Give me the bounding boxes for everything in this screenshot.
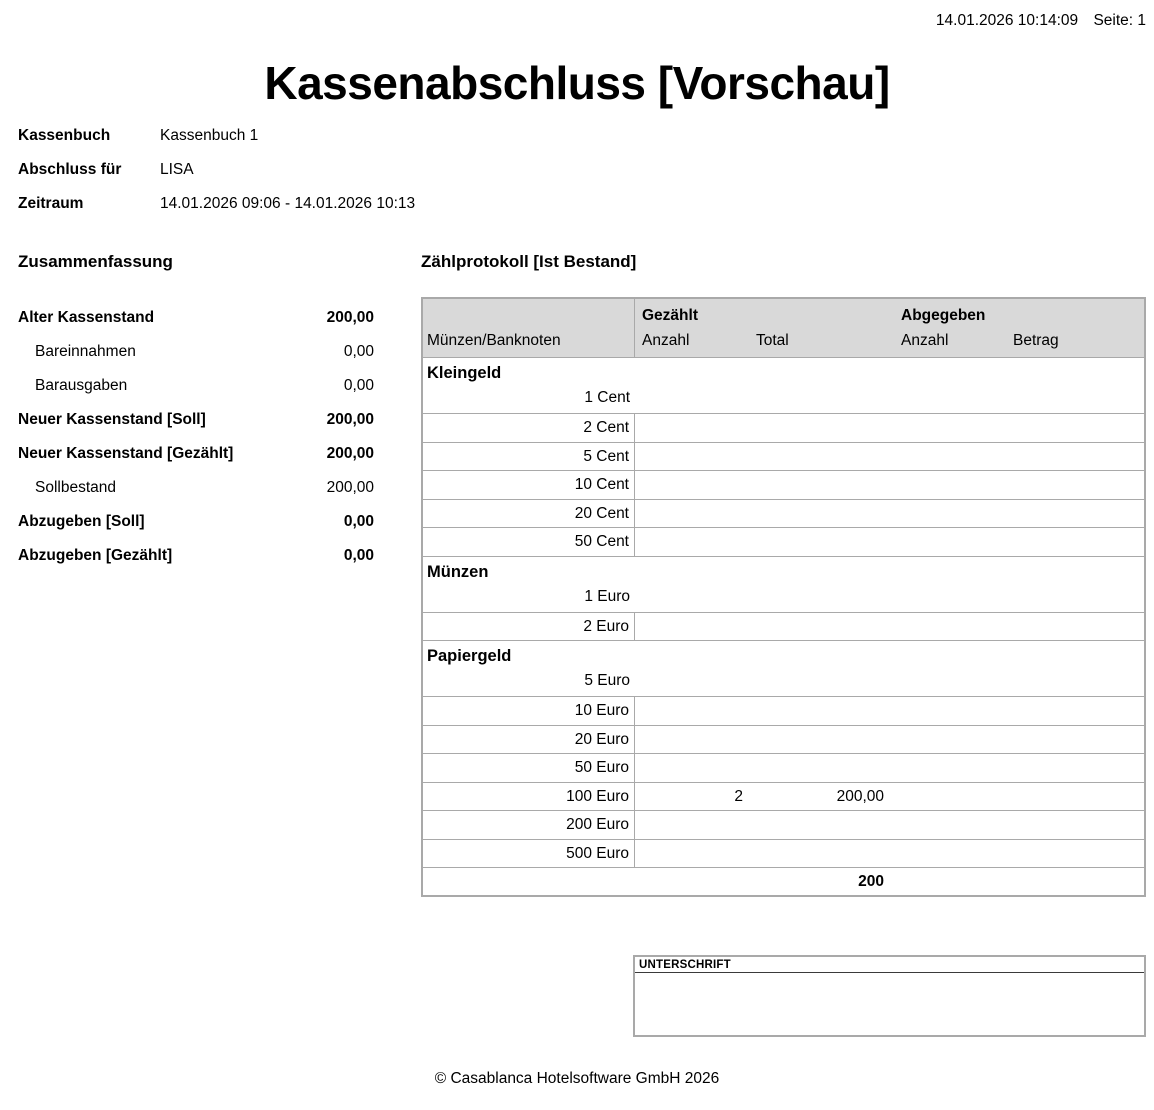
denomination-label: 50 Euro xyxy=(423,754,635,782)
page-number: Seite: 1 xyxy=(1093,12,1146,29)
counted-total-cell: 200,00 xyxy=(836,787,884,805)
given-count-cell xyxy=(890,668,1003,696)
denomination-label: 500 Euro xyxy=(423,840,635,868)
denomination-label: 2 Cent xyxy=(423,414,635,442)
table-row-10-euro xyxy=(423,697,1144,726)
counted-count-cell xyxy=(635,500,749,528)
summary-heading-wrap xyxy=(18,252,173,272)
counted-total-cell xyxy=(749,613,890,641)
given-count-cell xyxy=(890,754,1003,782)
given-amount-cell xyxy=(1003,726,1144,754)
info-row-kassenbuch xyxy=(18,119,415,153)
counted-total-cell xyxy=(749,726,890,754)
given-amount-cell xyxy=(1003,443,1144,471)
counted-total-cell xyxy=(749,811,890,839)
counted-count-cell xyxy=(635,443,749,471)
given-amount-cell xyxy=(1003,414,1144,442)
denomination-label: 200 Euro xyxy=(423,811,635,839)
counted-grand-total: 200 xyxy=(858,873,884,890)
given-count-cell xyxy=(890,471,1003,499)
given-amount-cell xyxy=(1003,471,1144,499)
column-group-gezaehlt: Gezählt xyxy=(642,307,698,324)
table-row-1-cent xyxy=(423,385,1144,413)
denomination-label: 50 Cent xyxy=(423,528,635,556)
counted-count-cell xyxy=(635,697,749,725)
counted-count-cell xyxy=(635,840,749,868)
counted-total-cell xyxy=(749,528,890,556)
report-datetime: 14.01.2026 10:14:09 xyxy=(935,12,1079,29)
table-section-kleingeld xyxy=(423,358,1144,414)
counted-total-cell xyxy=(749,471,890,499)
summary-row-abzugeben-soll xyxy=(18,505,374,539)
counted-count-cell xyxy=(635,385,749,413)
summary-row-abzugeben-gezaehlt xyxy=(18,539,374,573)
table-header-groups xyxy=(423,299,1144,329)
column-header-anzahl-given: Anzahl xyxy=(901,332,949,349)
summary-row-neuer-kassenstand-gezaehlt xyxy=(18,437,374,471)
denomination-label: 2 Euro xyxy=(423,613,635,641)
info-row-zeitraum xyxy=(18,187,415,221)
summary-row-bareinnahmen xyxy=(18,335,374,369)
summary-label: Abzugeben [Gezählt] xyxy=(18,547,173,564)
given-amount-cell xyxy=(1003,697,1144,725)
counted-total-cell xyxy=(749,584,890,612)
summary-label: Neuer Kassenstand [Soll] xyxy=(18,411,206,428)
info-label: Abschluss für xyxy=(18,161,122,178)
table-header xyxy=(423,299,1144,358)
given-count-cell xyxy=(890,726,1003,754)
given-amount-cell xyxy=(1003,500,1144,528)
info-value: 14.01.2026 09:06 - 14.01.2026 10:13 xyxy=(160,195,416,212)
summary-label: Barausgaben xyxy=(35,377,128,394)
counted-total-cell xyxy=(749,754,890,782)
denomination-label: 1 Cent xyxy=(584,389,630,406)
denomination-label: 10 Cent xyxy=(423,471,635,499)
info-value: LISA xyxy=(160,161,194,178)
summary-label: Sollbestand xyxy=(35,479,117,496)
denomination-label: 5 Euro xyxy=(584,672,630,689)
table-row-20-euro xyxy=(423,726,1144,755)
protocol-heading: Zählprotokoll [Ist Bestand] xyxy=(421,252,637,271)
counted-count-cell xyxy=(635,528,749,556)
count-protocol-table xyxy=(421,297,1146,897)
summary-row-alter-kassenstand xyxy=(18,301,374,335)
summary-label: Abzugeben [Soll] xyxy=(18,513,145,530)
counted-count-cell xyxy=(635,613,749,641)
denomination-label: 20 Cent xyxy=(423,500,635,528)
signature-label: UNTERSCHRIFT xyxy=(635,957,1144,973)
counted-count-cell xyxy=(635,471,749,499)
page-header-meta xyxy=(936,12,1146,30)
given-count-cell xyxy=(890,811,1003,839)
table-row-20-cent xyxy=(423,500,1144,529)
denomination-label: 100 Euro xyxy=(423,783,635,811)
table-row-100-euro xyxy=(423,783,1144,812)
counted-count-cell xyxy=(635,668,749,696)
summary-heading: Zusammenfassung xyxy=(18,252,173,271)
given-count-cell xyxy=(890,697,1003,725)
given-amount-cell xyxy=(1003,811,1144,839)
counted-count-cell xyxy=(635,414,749,442)
given-amount-cell xyxy=(1003,668,1144,696)
section-title: Münzen xyxy=(427,562,489,581)
summary-value: 200,00 xyxy=(326,479,374,496)
summary-value: 200,00 xyxy=(326,411,374,428)
table-row-5-euro xyxy=(423,668,1144,696)
column-group-abgegeben: Abgegeben xyxy=(901,307,986,324)
counted-count-cell xyxy=(635,726,749,754)
report-info-block xyxy=(18,119,415,221)
column-header-betrag: Betrag xyxy=(1013,332,1059,349)
denomination-label: 5 Cent xyxy=(423,443,635,471)
given-count-cell xyxy=(890,385,1003,413)
counted-count-cell xyxy=(635,811,749,839)
given-count-cell xyxy=(890,840,1003,868)
summary-row-sollbestand xyxy=(18,471,374,505)
given-amount-cell xyxy=(1003,584,1144,612)
counted-total-cell xyxy=(749,840,890,868)
denomination-label: 10 Euro xyxy=(423,697,635,725)
summary-row-barausgaben xyxy=(18,369,374,403)
given-amount-cell xyxy=(1003,754,1144,782)
counted-count-cell xyxy=(635,584,749,612)
given-amount-cell xyxy=(1003,613,1144,641)
column-header-anzahl-counted: Anzahl xyxy=(642,332,690,349)
given-count-cell xyxy=(890,414,1003,442)
section-title: Papiergeld xyxy=(427,647,512,665)
given-amount-cell xyxy=(1003,783,1144,811)
denomination-label: 1 Euro xyxy=(584,587,630,605)
counted-total-cell xyxy=(749,500,890,528)
table-section-muenzen xyxy=(423,557,1144,613)
counted-total-cell xyxy=(749,414,890,442)
column-header-denominations: Münzen/Banknoten xyxy=(423,329,635,357)
counted-total-cell xyxy=(749,385,890,413)
given-amount-cell xyxy=(1003,385,1144,413)
summary-value: 0,00 xyxy=(343,377,374,394)
table-row-50-euro xyxy=(423,754,1144,783)
summary-value: 200,00 xyxy=(326,445,374,462)
given-count-cell xyxy=(890,443,1003,471)
denomination-label: 20 Euro xyxy=(423,726,635,754)
given-count-cell xyxy=(890,528,1003,556)
summary-value: 0,00 xyxy=(343,547,374,564)
info-value: Kassenbuch 1 xyxy=(160,127,259,144)
given-count-cell xyxy=(890,584,1003,612)
header-spacer-cell xyxy=(423,299,635,333)
summary-value: 200,00 xyxy=(326,309,374,326)
counted-total-cell xyxy=(749,443,890,471)
copyright-footer: © Casablanca Hotelsoftware GmbH 2026 xyxy=(434,1070,720,1087)
section-title: Kleingeld xyxy=(427,364,502,382)
counted-total-cell xyxy=(749,697,890,725)
summary-label: Alter Kassenstand xyxy=(18,309,155,326)
signature-box xyxy=(633,955,1146,1037)
summary-label: Neuer Kassenstand [Gezählt] xyxy=(18,445,234,462)
table-row-1-euro xyxy=(423,584,1144,612)
column-header-total: Total xyxy=(756,332,789,349)
info-label: Kassenbuch xyxy=(18,127,111,144)
table-row-5-cent xyxy=(423,443,1144,472)
counted-count-cell: 2 xyxy=(734,787,743,805)
table-section-papiergeld xyxy=(423,641,1144,697)
table-footer-row xyxy=(423,868,1144,895)
table-row-50-cent xyxy=(423,528,1144,557)
given-amount-cell xyxy=(1003,528,1144,556)
report-title: Kassenabschluss [Vorschau] xyxy=(264,57,890,109)
table-row-2-cent xyxy=(423,414,1144,443)
table-row-2-euro xyxy=(423,613,1144,642)
protocol-heading-wrap xyxy=(421,252,636,272)
given-count-cell xyxy=(890,500,1003,528)
table-header-columns xyxy=(423,329,1144,357)
counted-count-cell xyxy=(635,754,749,782)
given-count-cell xyxy=(890,613,1003,641)
table-row-500-euro xyxy=(423,840,1144,869)
summary-value: 0,00 xyxy=(343,513,374,530)
table-row-10-cent xyxy=(423,471,1144,500)
table-row-200-euro xyxy=(423,811,1144,840)
info-label: Zeitraum xyxy=(18,195,84,212)
summary-label: Bareinnahmen xyxy=(35,343,136,360)
given-count-cell xyxy=(890,783,1003,811)
summary-row-neuer-kassenstand-soll xyxy=(18,403,374,437)
given-amount-cell xyxy=(1003,840,1144,868)
summary-value: 0,00 xyxy=(343,343,374,360)
summary-block xyxy=(18,301,374,573)
info-row-abschluss-fuer xyxy=(18,153,415,187)
counted-total-cell xyxy=(749,668,890,696)
